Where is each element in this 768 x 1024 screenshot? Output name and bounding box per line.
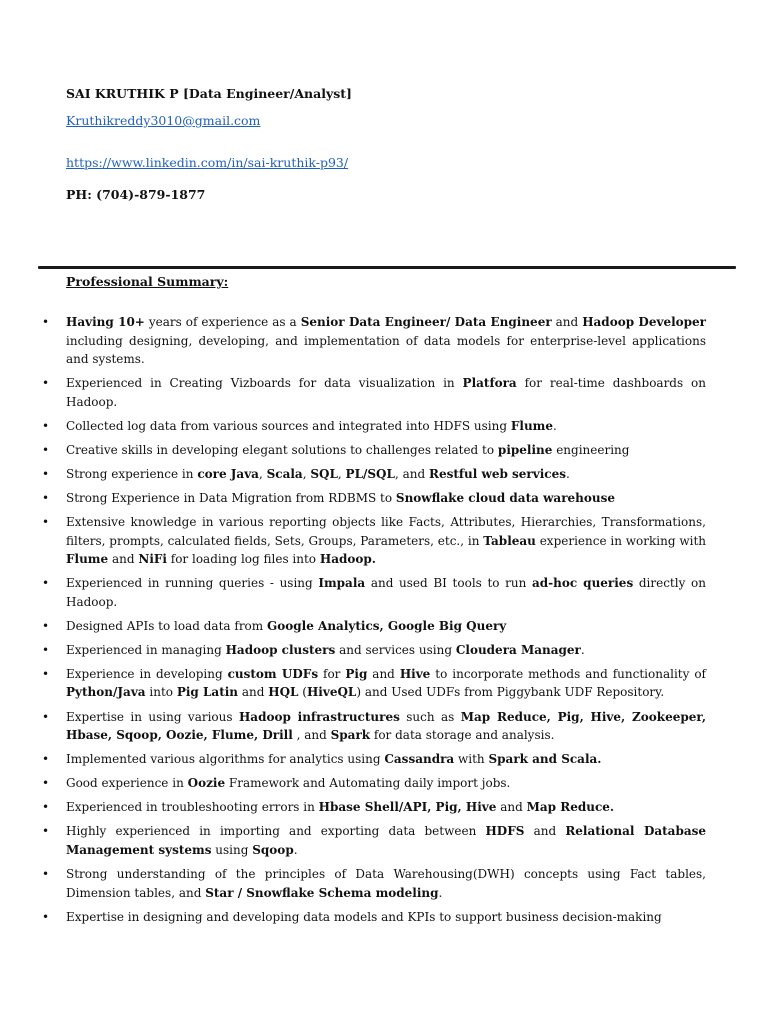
bullet-text: Designed APIs to load data from [66,618,267,633]
bullet-bold-text: NiFi [138,552,167,567]
bullet-text: Experienced in managing [66,642,226,657]
bullet-bold-text: custom UDFs [227,666,319,681]
bullet-text: , and [394,466,429,481]
bullet-bold-text: Hadoop infrastructures [238,709,400,724]
bullet-bold-text: pipeline [497,442,553,457]
section-divider [38,266,736,269]
summary-bullet [40,489,706,508]
summary-bullet [40,798,706,817]
bullet-text: Implemented various algorithms for analytics using [66,752,385,767]
bullet-text: and [238,685,269,700]
bullet-text: including designing, developing, and implementation of data models for enterprise-level applications and systems. [66,333,706,366]
bullet-text: . [580,642,585,657]
summary-bullet [40,617,706,636]
bullet-text: experience in working with [535,533,707,548]
bullet-text: Highly experienced in importing and exporting data between [66,824,486,839]
bullet-bold-text: Relational Database Management systems [66,824,707,857]
summary-bullet [40,822,706,859]
bullet-text: Creative skills in developing elegant solutions to challenges related to [66,442,498,457]
summary-bullet [40,708,706,745]
bullet-text: Experienced in Creating Vizboards for data visualization in [66,376,463,391]
bullet-text: Experience in developing [66,666,228,681]
bullet-text: directly on Hadoop. [66,576,706,609]
bullet-text: Collected log data from various sources and integrated into HDFS using [66,418,511,433]
bullet-bold-text: Star / Snowflake Schema modeling [205,885,439,900]
bullet-text: ( [298,685,307,700]
bullet-text: Strong Experience in Data Migration from RDBMS to [66,490,396,505]
bullet-text: such as [399,709,461,724]
bullet-text: years of experience as a [144,315,301,329]
bullet-bold-text: Flume [66,552,109,567]
bullet-text: for [318,666,346,681]
bullet-bold-text: Sqoop [252,842,294,857]
bullet-bold-text: Spark [330,728,371,743]
summary-bullet [40,417,706,436]
bullet-bold-text: HQL [268,685,299,700]
summary-bullet [40,865,706,902]
bullet-bold-text: Oozie [187,776,226,791]
summary-bullet [40,374,706,411]
phone-number: PH: (704)-879-1877 [66,187,206,202]
bullet-bold-text: Map Reduce, Pig, Hive, Zookeeper, Hbase, Sqoop, Oozie, Flume, Drill [66,709,707,743]
email-link[interactable]: Kruthikreddy3010@gmail.com [66,113,261,128]
bullet-text: , [258,466,267,481]
bullet-bold-text: ad-hoc queries [531,576,634,591]
bullet-bold-text: HiveQL [306,685,357,700]
bullet-text: , and [292,728,331,743]
bullet-bold-text: Hbase Shell/API, Pig, Hive [318,800,497,815]
bullet-bold-text: Hadoop clusters [225,642,336,657]
bullet-bold-text: Restful web services [428,466,566,481]
linkedin-link[interactable]: https://www.linkedin.com/in/sai-kruthik-p93/ [66,155,349,170]
bullet-text: , [337,466,346,481]
summary-bullet [40,750,706,769]
bullet-bold-text: Pig [345,666,368,681]
summary-bullet [40,513,706,569]
bullet-bold-text: Tableau [483,533,536,548]
bullet-bold-text: Snowflake cloud data warehouse [395,490,615,505]
linkedin-row [66,155,348,171]
bullet-bold-text: Python/Java [66,685,146,700]
bullet-text: Strong experience in [66,466,198,481]
bullet-bold-text: Scala [266,466,303,481]
bullet-text: . [438,885,443,900]
bullet-text: for data storage and analysis. [370,728,555,743]
bullet-bold-text: Senior Data Engineer/ Data Engineer [300,315,552,329]
bullet-bold-text: Pig Latin [176,685,239,700]
bullet-text: for loading log files into [166,552,320,567]
bullet-text: Experienced in running queries - using [66,576,319,591]
summary-bullet [40,441,706,460]
bullet-text: . [293,842,298,857]
bullet-text: to incorporate methods and functionality of [430,666,706,681]
professional-summary-list [40,313,706,932]
bullet-text: and [551,315,583,329]
bullet-bold-text: Platfora [462,376,517,391]
bullet-bold-text: Impala [318,576,366,591]
bullet-bold-text: Google Analytics, Google Big Query [266,618,507,633]
bullet-text: . [565,466,570,481]
bullet-bold-text: Cloudera Manager [455,642,581,657]
bullet-bold-text: Map Reduce. [526,800,615,815]
section-title-professional-summary: Professional Summary: [66,274,229,289]
summary-bullet [40,641,706,660]
bullet-bold-text: Hadoop Developer [582,315,706,329]
summary-bullet [40,665,706,702]
bullet-text: and used BI tools to run [365,576,532,591]
bullet-text: and [367,666,400,681]
bullet-bold-text: SQL [310,466,338,481]
bullet-text: Expertise in using various [66,709,239,724]
bullet-text: and services using [335,642,456,657]
bullet-bold-text: Flume [510,418,554,433]
bullet-bold-text: PL/SQL [345,466,395,481]
summary-bullet [40,574,706,611]
summary-bullet [40,774,706,793]
bullet-text: and [524,824,566,839]
summary-bullet [40,908,706,927]
email-row [66,113,260,129]
bullet-bold-text: Spark and Scala. [488,752,602,767]
bullet-text: for real-time dashboards on Hadoop. [66,376,706,409]
bullet-text: into [145,685,177,700]
bullet-bold-text: HDFS [485,824,525,839]
summary-bullet [40,465,706,484]
summary-bullet [40,313,706,369]
bullet-text: Experienced in troubleshooting errors in [66,800,319,815]
candidate-name-title: SAI KRUTHIK P [Data Engineer/Analyst] [66,86,352,101]
bullet-text: Extensive knowledge in various reporting objects like Facts, Attributes, Hierarchies, Transformations, filters, prompts, calculated fields, Sets, Groups, Parameters, etc., in [66,515,706,548]
bullet-text: Expertise in designing and developing data models and KPIs to support business decision-making [66,909,662,924]
bullet-text: ) and Used UDFs from Piggybank UDF Repository. [356,685,665,700]
bullet-text: Good experience in [66,776,188,791]
bullet-text: with [454,752,489,767]
bullet-bold-text: Cassandra [384,752,455,767]
bullet-text: Strong understanding of the principles of Data Warehousing(DWH) concepts using Fact tables, Dimension tables, and [66,867,706,900]
bullet-text: engineering [552,442,630,457]
bullet-text: and [108,552,139,567]
bullet-text: and [496,800,527,815]
bullet-text: , [302,466,311,481]
bullet-text: . [553,418,557,433]
bullet-bold-text: Having 10+ [66,315,145,329]
bullet-bold-text: Hadoop. [319,552,376,567]
bullet-bold-text: Hive [399,666,431,681]
bullet-text: Framework and Automating daily import jobs. [225,776,511,791]
bullet-text: using [211,842,253,857]
bullet-bold-text: core Java [197,466,259,481]
